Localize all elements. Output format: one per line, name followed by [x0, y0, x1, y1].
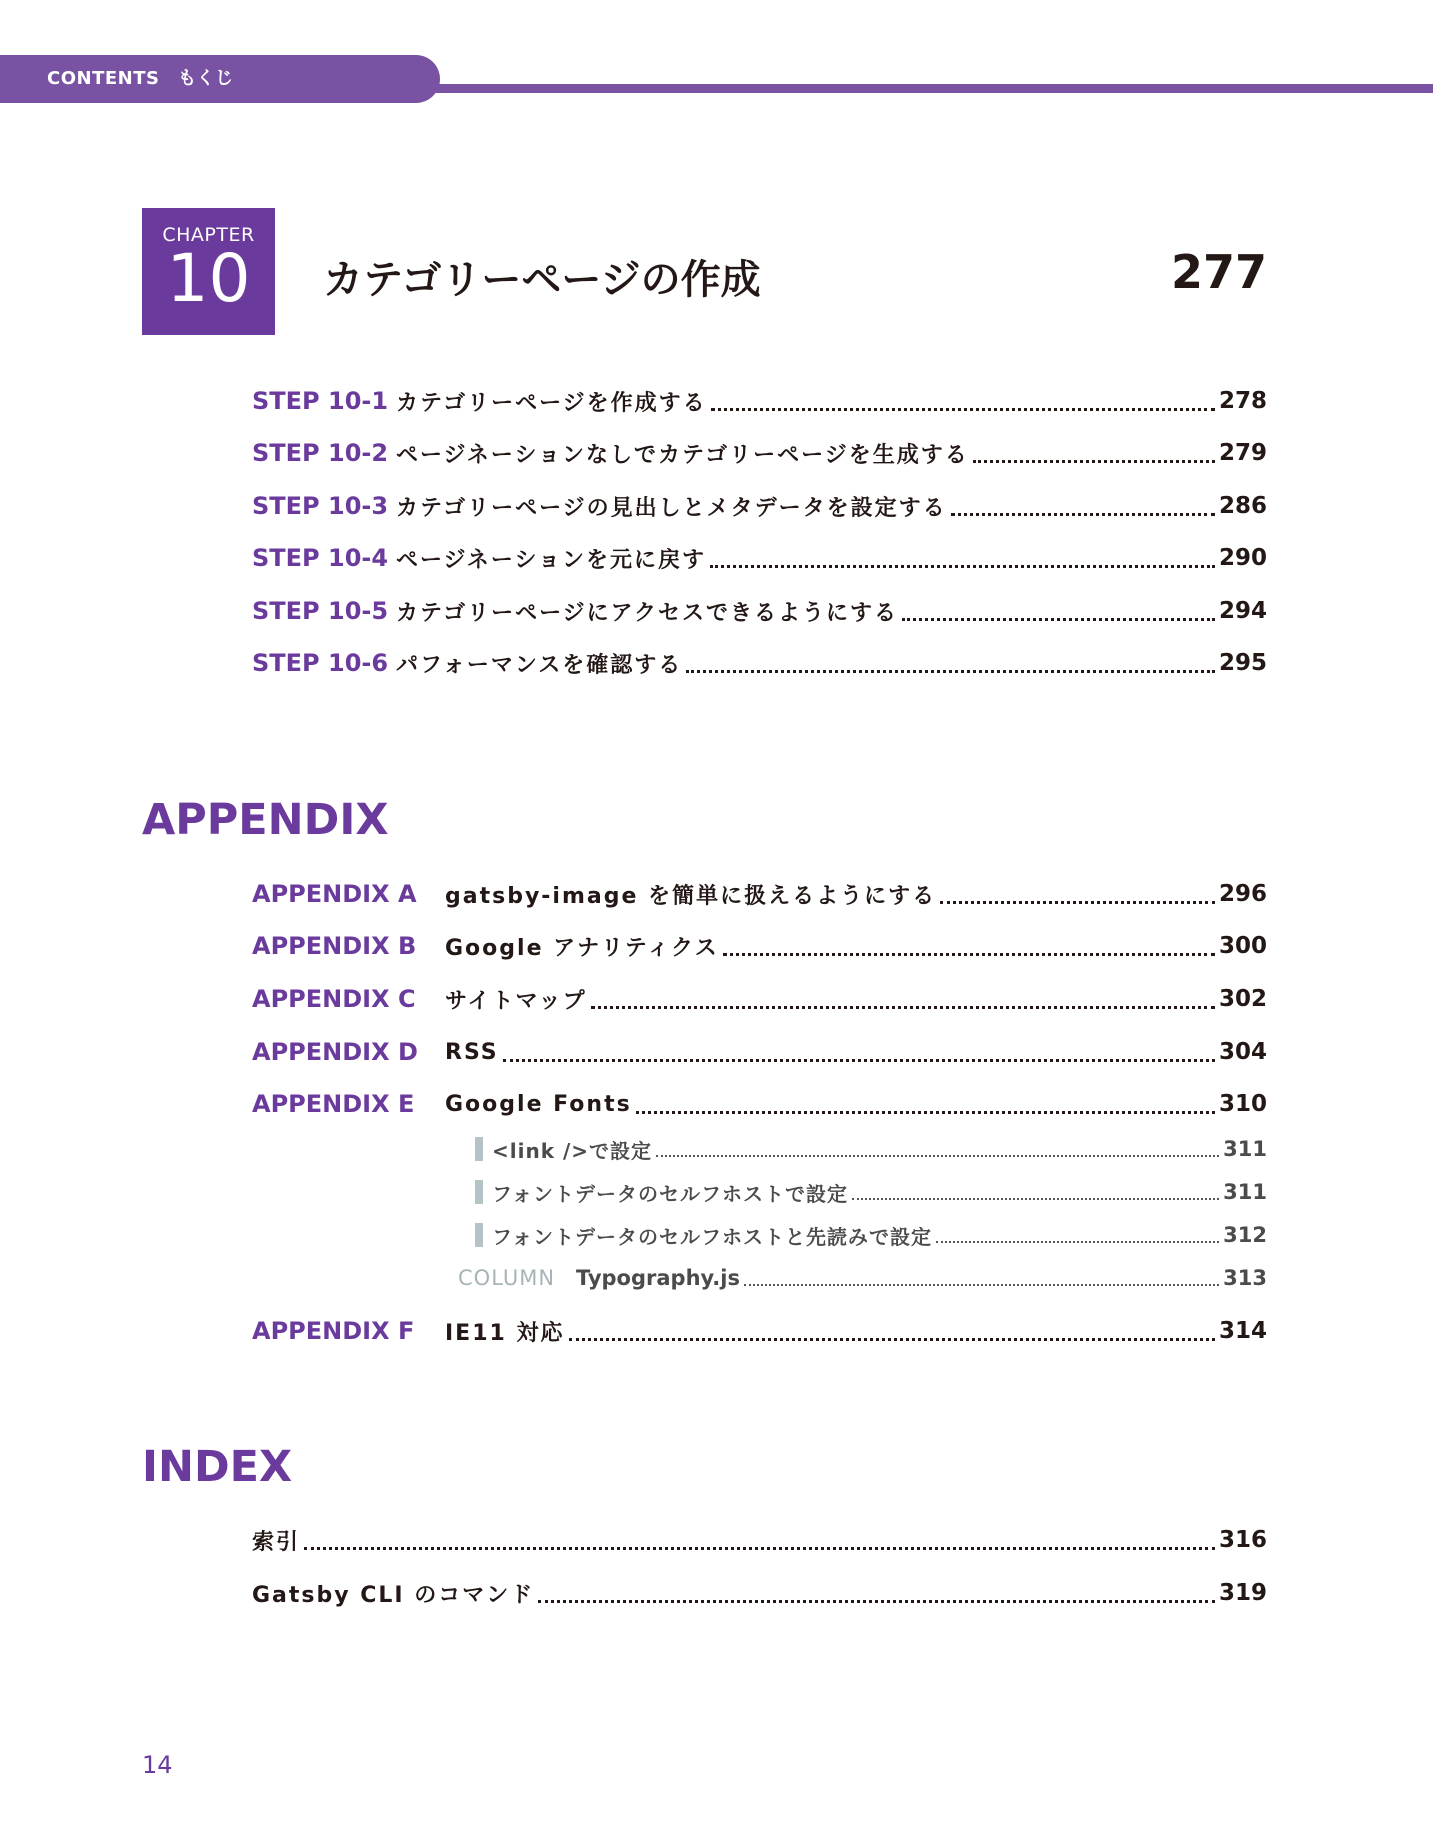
appendix-label: APPENDIX D — [252, 1038, 418, 1066]
index-page: 316 — [1218, 1527, 1267, 1553]
step-page: 279 — [1218, 440, 1267, 466]
sub-title: フォントデータのセルフホストと先読みで設定 — [492, 1224, 932, 1249]
step-title: カテゴリーページを作成する — [396, 390, 707, 416]
index-title: Gatsby CLI のコマンド — [252, 1582, 535, 1608]
appendix-label: APPENDIX E — [252, 1090, 415, 1118]
step-label: STEP 10-3 — [252, 492, 389, 520]
header-rule — [420, 84, 1433, 93]
toc-step-row[interactable] — [252, 540, 1267, 576]
chapter-page: 277 — [1170, 245, 1267, 299]
appendix-title: Google アナリティクス — [445, 935, 719, 961]
step-title: ページネーションを元に戻す — [396, 547, 707, 573]
sub-page: 311 — [1223, 1137, 1267, 1161]
appendix-page: 302 — [1218, 986, 1267, 1012]
leader-dots — [951, 513, 1215, 516]
appendix-title: Google Fonts — [445, 1091, 632, 1117]
step-page: 278 — [1218, 388, 1267, 414]
leader-dots — [636, 1111, 1215, 1114]
index-heading: INDEX — [142, 1442, 293, 1492]
toc-step-row[interactable] — [252, 645, 1267, 681]
leader-dots — [711, 408, 1215, 411]
step-title: カテゴリーページの見出しとメタデータを設定する — [396, 495, 947, 521]
step-page: 294 — [1218, 598, 1267, 624]
toc-sub-row[interactable] — [475, 1132, 1267, 1166]
step-page: 286 — [1218, 493, 1267, 519]
header-label: CONTENTS もくじ — [47, 68, 234, 89]
appendix-page: 296 — [1218, 881, 1267, 907]
leader-dots — [940, 901, 1215, 904]
toc-appendix-row[interactable] — [252, 928, 1267, 964]
sub-title: <link />で設定 — [492, 1138, 653, 1163]
appendix-page: 314 — [1218, 1318, 1267, 1344]
leader-dots — [936, 1241, 1219, 1243]
toc-appendix-row[interactable] — [252, 1313, 1267, 1349]
toc-sub-row[interactable] — [475, 1218, 1267, 1252]
step-label: STEP 10-6 — [252, 649, 389, 677]
toc-appendix-row[interactable] — [252, 876, 1267, 912]
leader-dots — [902, 618, 1215, 621]
sub-title: フォントデータのセルフホストで設定 — [492, 1181, 848, 1206]
leader-dots — [569, 1338, 1215, 1341]
appendix-heading: APPENDIX — [142, 795, 389, 845]
appendix-label: APPENDIX A — [252, 880, 417, 908]
appendix-label: APPENDIX C — [252, 985, 416, 1013]
leader-dots — [538, 1600, 1215, 1603]
chapter-badge — [142, 208, 275, 335]
toc-appendix-row[interactable] — [252, 981, 1267, 1017]
appendix-page: 300 — [1218, 933, 1267, 959]
toc-step-row[interactable] — [252, 488, 1267, 524]
column-label: COLUMN — [458, 1266, 556, 1290]
sub-page: 312 — [1223, 1223, 1267, 1247]
leader-dots — [710, 565, 1215, 568]
toc-sub-row[interactable] — [475, 1175, 1267, 1209]
column-page: 313 — [1223, 1266, 1267, 1290]
toc-step-row[interactable] — [252, 593, 1267, 629]
toc-step-row[interactable] — [252, 435, 1267, 471]
leader-dots — [686, 670, 1215, 673]
chapter-title[interactable]: カテゴリーページの作成 — [323, 257, 761, 303]
leader-dots — [591, 1006, 1215, 1009]
appendix-label: APPENDIX F — [252, 1317, 415, 1345]
leader-dots — [723, 953, 1215, 956]
step-label: STEP 10-2 — [252, 439, 389, 467]
index-page: 319 — [1218, 1580, 1267, 1606]
appendix-title: RSS — [445, 1039, 499, 1065]
toc-step-row[interactable] — [252, 383, 1267, 419]
toc-index-row[interactable] — [252, 1575, 1267, 1611]
page-number: 14 — [142, 1751, 173, 1779]
column-title: Typography.js — [576, 1266, 740, 1290]
appendix-title: サイトマップ — [445, 988, 587, 1014]
toc-appendix-row[interactable] — [252, 1034, 1267, 1070]
sub-marker — [475, 1137, 483, 1161]
chapter-label: CHAPTER — [162, 224, 255, 246]
step-title: ページネーションなしでカテゴリーページを生成する — [396, 442, 969, 468]
leader-dots — [852, 1198, 1219, 1200]
leader-dots — [503, 1059, 1215, 1062]
toc-appendix-row[interactable] — [252, 1086, 1267, 1122]
appendix-title: IE11 対応 — [445, 1320, 565, 1346]
chapter-number: 10 — [166, 240, 251, 317]
index-title: 索引 — [252, 1529, 301, 1555]
step-label: STEP 10-4 — [252, 544, 389, 572]
step-title: パフォーマンスを確認する — [396, 652, 683, 678]
leader-dots — [304, 1547, 1215, 1550]
toc-index-row[interactable] — [252, 1522, 1267, 1558]
step-page: 295 — [1218, 650, 1267, 676]
step-page: 290 — [1218, 545, 1267, 571]
toc-column-row[interactable] — [458, 1261, 1267, 1295]
step-title: カテゴリーページにアクセスできるようにする — [396, 600, 899, 626]
leader-dots — [656, 1155, 1219, 1157]
appendix-page: 304 — [1218, 1039, 1267, 1065]
sub-marker — [475, 1180, 483, 1204]
sub-page: 311 — [1223, 1180, 1267, 1204]
sub-marker — [475, 1223, 483, 1247]
leader-dots — [973, 460, 1215, 463]
appendix-label: APPENDIX B — [252, 932, 417, 960]
step-label: STEP 10-5 — [252, 597, 389, 625]
appendix-title: gatsby-image を簡単に扱えるようにする — [445, 883, 937, 909]
appendix-page: 310 — [1218, 1091, 1267, 1117]
leader-dots — [744, 1284, 1219, 1286]
step-label: STEP 10-1 — [252, 387, 389, 415]
